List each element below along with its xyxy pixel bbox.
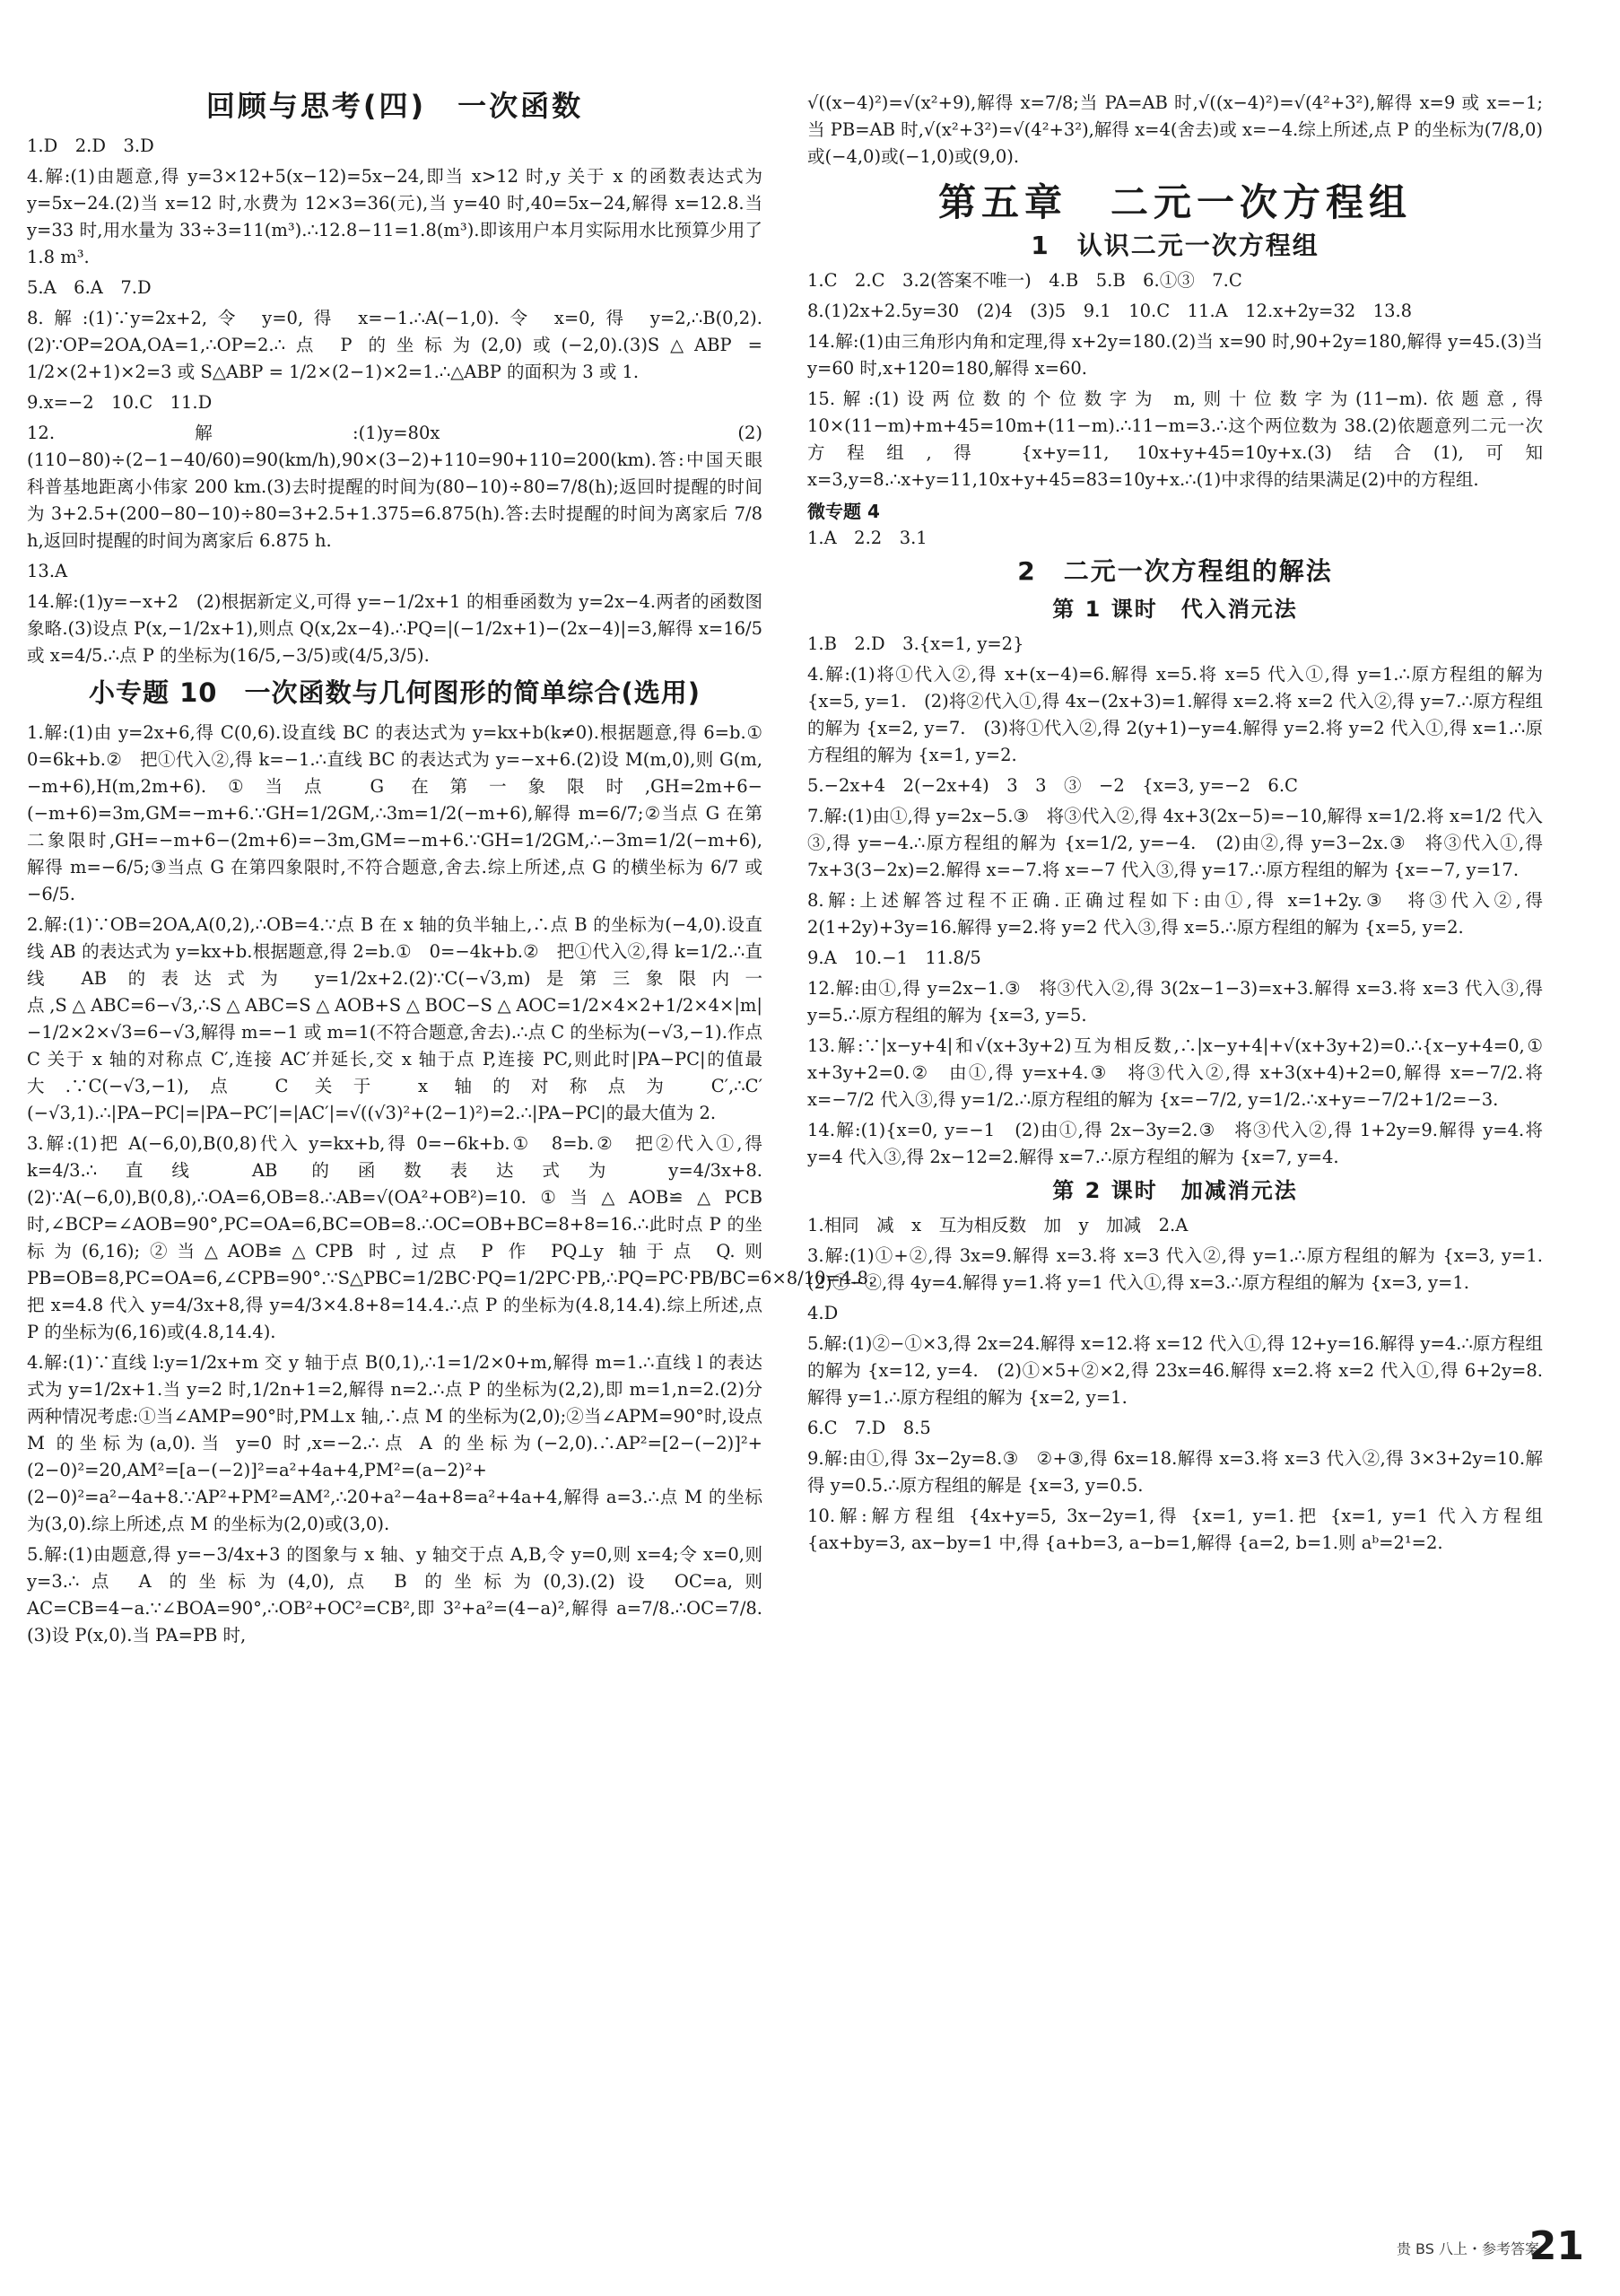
lesson-heading: 2 二元一次方程组的解法: [1017, 556, 1333, 586]
micro-topic-heading: 微专题 4: [807, 501, 880, 522]
answer-paragraph: 9.A 10.−1 11.8/5: [807, 947, 981, 968]
answer-paragraph: 5.解:(1)由题意,得 y=−3/4x+3 的图象与 x 轴、y 轴交于点 A,B,令 y=0,则 x=4;令 x=0,则 y=3.∴点 A 的坐标为(4,0),点 B 的坐标为(0,3).(2)设 OC=a,则 AC=CB=4−a.∵∠BOA=90°,∴OB²+OC²=CB²,即 3²+a²=(4−a)²,解得 a=7/8.∴OC=7/8.(3)设 P(x,0).当 PA=PB 时,: [27, 1544, 769, 1646]
answer-paragraph: 8.解:(1)∵y=2x+2,令 y=0,得 x=−1.∴A(−1,0).令 x=0,得 y=2,∴B(0,2).(2)∵OP=2OA,OA=1,∴OP=2.∴点 P 的坐标为(2,0)或(−2,0).(3)S△ABP = 1/2×(2+1)×2=3 或 S△ABP = 1/2×(2−1)×2=1.∴△ABP 的面积为 3 或 1.: [27, 308, 769, 382]
answer-paragraph: 5.A 6.A 7.D: [27, 277, 152, 298]
answer-paragraph: 1.A 2.2 3.1: [807, 528, 928, 548]
answer-paragraph: 1.C 2.C 3.2(答案不唯一) 4.B 5.B 6.①③ 7.C: [807, 270, 1242, 291]
lesson-subheading: 第 1 课时 代入消元法: [1052, 597, 1298, 622]
answer-paragraph: 13.A: [27, 561, 68, 581]
answer-paragraph: 5.解:(1)②−①×3,得 2x=24.解得 x=12.将 x=12 代入①,得 12+y=16.解得 y=4.∴原方程组的解为 {x=12, y=4. (2)①×5+②×2,得 23x=46.解得 x=2.将 x=2 代入①,得 6+2y=8.解得 y=1.∴原方程组的解为 {x=2, y=1.: [807, 1333, 1543, 1408]
answer-paragraph: 1.相同 减 x 互为相反数 加 y 加减 2.A: [807, 1215, 1189, 1235]
answer-paragraph: 9.x=−2 10.C 11.D: [27, 392, 213, 413]
page-footer: 贵 BS 八上・参考答案: [1396, 2240, 1539, 2257]
answer-paragraph: 12.解:(1)y=80x (2)(110−80)÷(2−1−40/60)=90(km/h),90×(3−2)+110=90+110=200(km).答:中国天眼科普基地距离小伟家 200 km.(3)去时提醒的时间为(80−10)÷80=7/8(h);返回时提醒的时间为 3+2.5+(200−80−10)÷80=3+2.5+1.375=6.875(h).答:去时提醒的时间为离家后 7/8 h,返回时提醒的时间为离家后 6.875 h.: [27, 423, 769, 551]
answer-paragraph: 9.解:由①,得 3x−2y=8.③ ②+③,得 6x=18.解得 x=3.将 x=3 代入②,得 3×3+2y=10.解得 y=0.5.∴原方程组的解是 {x=3, y=0.5.: [807, 1448, 1543, 1496]
section-heading-topic10: 小专题 10 一次函数与几何图形的简单综合(选用): [89, 677, 701, 708]
answer-paragraph: 4.解:(1)∵直线 l:y=1/2x+m 交 y 轴于点 B(0,1),∴1=1/2×0+m,解得 m=1.∴直线 l 的表达式为 y=1/2x+1.当 y=2 时,1/2n+1=2,解得 n=2.∴点 P 的坐标为(2,2),即 m=1,n=2.(2)分两种情况考虑:①当∠AMP=90°时,PM⊥x 轴,∴点 M 的坐标为(2,0);②当∠APM=90°时,设点 M 的坐标为(a,0).当 y=0 时,x=−2.∴点 A 的坐标为(−2,0).∴AP²=[2−(−2)]²+(2−0)²=20,AM²=[a−(−2)]²=a²+4a+4,PM²=(a−2)²+(2−0)²=a²−4a+8.∵AP²+PM²=AM²,∴20+a²−4a+8=a²+4a+4,解得 a=3.∴点 M 的坐标为(3,0).综上所述,点 M 的坐标为(2,0)或(3,0).: [27, 1352, 769, 1534]
right-column: [807, 90, 1561, 1560]
answer-paragraph: 5.−2x+4 2(−2x+4) 3 3 ③ −2 {x=3, y=−2 6.C: [807, 775, 1298, 796]
answer-paragraph: 7.解:(1)由①,得 y=2x−5.③ 将③代入②,得 4x+3(2x−5)=−10,解得 x=1/2.将 x=1/2 代入③,得 y=−4.∴原方程组的解为 {x=1/2, y=−4. (2)由②,得 y=3−2x.③ 将③代入①,得 7x+3(3−2x)=2.解得 x=−7.将 x=−7 代入③,得 y=17.∴原方程组的解为 {x=−7, y=17.: [807, 806, 1549, 880]
answer-paragraph: 4.解:(1)将①代入②,得 x+(x−4)=6.解得 x=5.将 x=5 代入①,得 y=1.∴原方程组的解为 {x=5, y=1. (2)将②代入①,得 4x−(2x+3)=1.解得 x=2.将 x=2 代入②,得 y=7.∴原方程组的解为 {x=2, y=7. (3)将①代入②,得 2(y+1)−y=4.解得 y=2.将 y=2 代入①,得 x=1.∴原方程组的解为 {x=1, y=2.: [807, 664, 1549, 765]
lesson-heading: 1 认识二元一次方程组: [1031, 231, 1320, 260]
answer-paragraph: 14.解:(1){x=0, y=−1 (2)由①,得 2x−3y=2.③ 将③代入②,得 1+2y=9.解得 y=4.将 y=4 代入③,得 2x−12=2.解得 x=7.∴原方程组的解为 {x=7, y=4.: [807, 1120, 1549, 1167]
answer-paragraph: 14.解:(1)y=−x+2 (2)根据新定义,可得 y=−1/2x+1 的相垂函数为 y=2x−4.两者的函数图象略.(3)设点 P(x,−1/2x+1),则点 Q(x,2x−4).∴PQ=|(−1/2x+1)−(2x−4)|=3,解得 x=16/5 或 x=4/5.∴点 P 的坐标为(16/5,−3/5)或(4/5,3/5).: [27, 591, 769, 666]
lesson-subheading: 第 2 课时 加减消元法: [1052, 1178, 1298, 1203]
answer-paragraph: 13.解:∵|x−y+4|和√(x+3y+2)互为相反数,∴|x−y+4|+√(x+3y+2)=0.∴{x−y+4=0,① x+3y+2=0.② 由①,得 y=x+4.③ 将③代入②,得 x+3(x+4)+2=0,解得 x=−7/2.将 x=−7/2 代入③,得 y=1/2.∴原方程组的解为 {x=−7/2, y=1/2.∴x+y=−7/2+1/2=−3.: [807, 1035, 1549, 1110]
page-number: 21: [1529, 2223, 1584, 2269]
answer-paragraph: 1.解:(1)由 y=2x+6,得 C(0,6).设直线 BC 的表达式为 y=kx+b(k≠0).根据题意,得 6=b.① 0=6k+b.② 把①代入②,得 k=−1.∴直线 BC 的表达式为 y=−x+6.(2)设 M(m,0),则 G(m,−m+6),H(m,2m+6).①当点 G 在第一象限时,GH=2m+6−(−m+6)=3m,GM=−m+6.∵GH=1/2GM,∴3m=1/2(−m+6),解得 m=6/7;②当点 G 在第二象限时,GH=−m+6−(2m+6)=−3m,GM=−m+6.∵GH=1/2GM,∴−3m=1/2(−m+6),解得 m=−6/5;③当点 G 在第四象限时,不符合题意,舍去.综上所述,点 G 的横坐标为 6/7 或 −6/5.: [27, 722, 780, 904]
answer-paragraph: 3.解:(1)①+②,得 3x=9.解得 x=3.将 x=3 代入②,得 y=1.∴原方程组的解为 {x=3, y=1. (2)①−②,得 4y=4.解得 y=1.将 y=1 代入①,得 x=3.∴原方程组的解为 {x=3, y=1.: [807, 1245, 1561, 1293]
answer-paragraph: 8.解:上述解答过程不正确.正确过程如下:由①,得 x=1+2y.③ 将③代入②,得 2(1+2y)+3y=16.解得 y=2.将 y=2 代入③,得 x=5.∴原方程组的解为 {x=5, y=2.: [807, 890, 1549, 938]
answer-paragraph: 12.解:由①,得 y=2x−1.③ 将③代入②,得 3(2x−1−3)=x+3.解得 x=3.将 x=3 代入③,得 y=5.∴原方程组的解为 {x=3, y=5.: [807, 978, 1549, 1026]
answer-paragraph: 2.解:(1)∵OB=2OA,A(0,2),∴OB=4.∵点 B 在 x 轴的负半轴上,∴点 B 的坐标为(−4,0).设直线 AB 的表达式为 y=kx+b.根据题意,得 2=b.① 0=−4k+b.② 把①代入②,得 k=1/2.∴直线 AB 的表达式为 y=1/2x+2.(2)∵C(−√3,m)是第三象限内一点,S△ABC=6−√3,∴S△ABC=S△AOB+S△BOC−S△AOC=1/2×4×2+1/2×4×|m|−1/2×2×√3=6−√3,解得 m=−1 或 m=1(不符合题意,舍去).∴点 C 的坐标为(−√3,−1).作点 C 关于 x 轴的对称点 C′,连接 AC′并延长,交 x 轴于点 P,连接 PC,则此时|PA−PC|的值最大.∵C(−√3,−1),点 C 关于 x 轴的对称点为 C′,∴C′(−√3,1).∴|PA−PC|=|PA−PC′|=|AC′|=√((√3)²+(2−1)²)=2.∴|PA−PC|的最大值为 2.: [27, 914, 769, 1123]
answer-paragraph: √((x−4)²)=√(x²+9),解得 x=7/8;当 PA=AB 时,√((x−4)²)=√(4²+3²),解得 x=9 或 x=−1;当 PB=AB 时,√(x²+3²)=√(4²+3²),解得 x=4(舍去)或 x=−4.综上所述,点 P 的坐标为(7/8,0)或(−4,0)或(−1,0)或(9,0).: [807, 92, 1543, 167]
answer-paragraph: 8.(1)2x+2.5y=30 (2)4 (3)5 9.1 10.C 11.A 12.x+2y=32 13.8: [807, 301, 1413, 321]
answer-paragraph: 4.解:(1)由题意,得 y=3×12+5(x−12)=5x−24,即当 x>12 时,y 关于 x 的函数表达式为 y=5x−24.(2)当 x=12 时,水费为 12×3=36(元),当 y=40 时,40=5x−24,解得 x=12.8.当 y=33 时,用水量为 33÷3=11(m³).∴12.8−11=1.8(m³).即该用户本月实际用水比预算少用了 1.8 m³.: [27, 166, 769, 267]
answer-paragraph: 6.C 7.D 8.5: [807, 1418, 931, 1438]
answer-paragraph: 15.解:(1)设两位数的个位数字为 m,则十位数字为(11−m).依题意,得 10×(11−m)+m+45=10m+(11−m).∴11−m=3.∴这个两位数为 38.(2)依题意列二元一次方程组,得 {x+y=11, 10x+y+45=10y+x.(3)结合(1),可知 x=3,y=8.∴x+y=11,10x+y+45=83=10y+x.∴(1)中求得的结果满足(2)中的方程组.: [807, 388, 1549, 490]
chapter-heading: 第五章 二元一次方程组: [937, 180, 1412, 224]
section-heading-review: 回顾与思考(四) 一次函数: [205, 89, 584, 123]
answer-paragraph: 1.D 2.D 3.D: [27, 135, 154, 156]
answer-paragraph: 10.解:解方程组 {4x+y=5, 3x−2y=1,得 {x=1, y=1.把 {x=1, y=1 代入方程组 {ax+by=3, ax−by=1 中,得 {a+b=3, a−b=1,解得 {a=2, b=1.则 aᵇ=2¹=2.: [807, 1506, 1549, 1553]
answer-paragraph: 1.B 2.D 3.{x=1, y=2}: [807, 633, 1024, 654]
answer-paragraph: 3.解:(1)把 A(−6,0),B(0,8)代入 y=kx+b,得 0=−6k+b.① 8=b.② 把②代入①,得 k=4/3.∴直线 AB 的函数表达式为 y=4/3x+8.(2)∵A(−6,0),B(0,8),∴OA=6,OB=8.∴AB=√(OA²+OB²)=10.①当△AOB≌△PCB 时,∠BCP=∠AOB=90°,PC=OA=6,BC=OB=8.∴OC=OB+BC=8+8=16.∴此时点 P 的坐标为(6,16);②当△AOB≌△CPB 时,过点 P 作 PQ⊥y 轴于点 Q.则 PB=OB=8,PC=OA=6,∠CPB=90°.∵S△PBC=1/2BC·PQ=1/2PC·PB,∴PQ=PC·PB/BC=6×8/10=4.8.把 x=4.8 代入 y=4/3x+8,得 y=4/3×4.8+8=14.4.∴点 P 的坐标为(4.8,14.4).综上所述,点 P 的坐标为(6,16)或(4.8,14.4).: [27, 1133, 875, 1342]
answer-paragraph: 4.D: [807, 1303, 839, 1323]
answer-paragraph: 14.解:(1)由三角形内角和定理,得 x+2y=180.(2)当 x=90 时,90+2y=180,解得 y=45.(3)当 y=60 时,x+120=180,解得 x=60.: [807, 331, 1549, 379]
